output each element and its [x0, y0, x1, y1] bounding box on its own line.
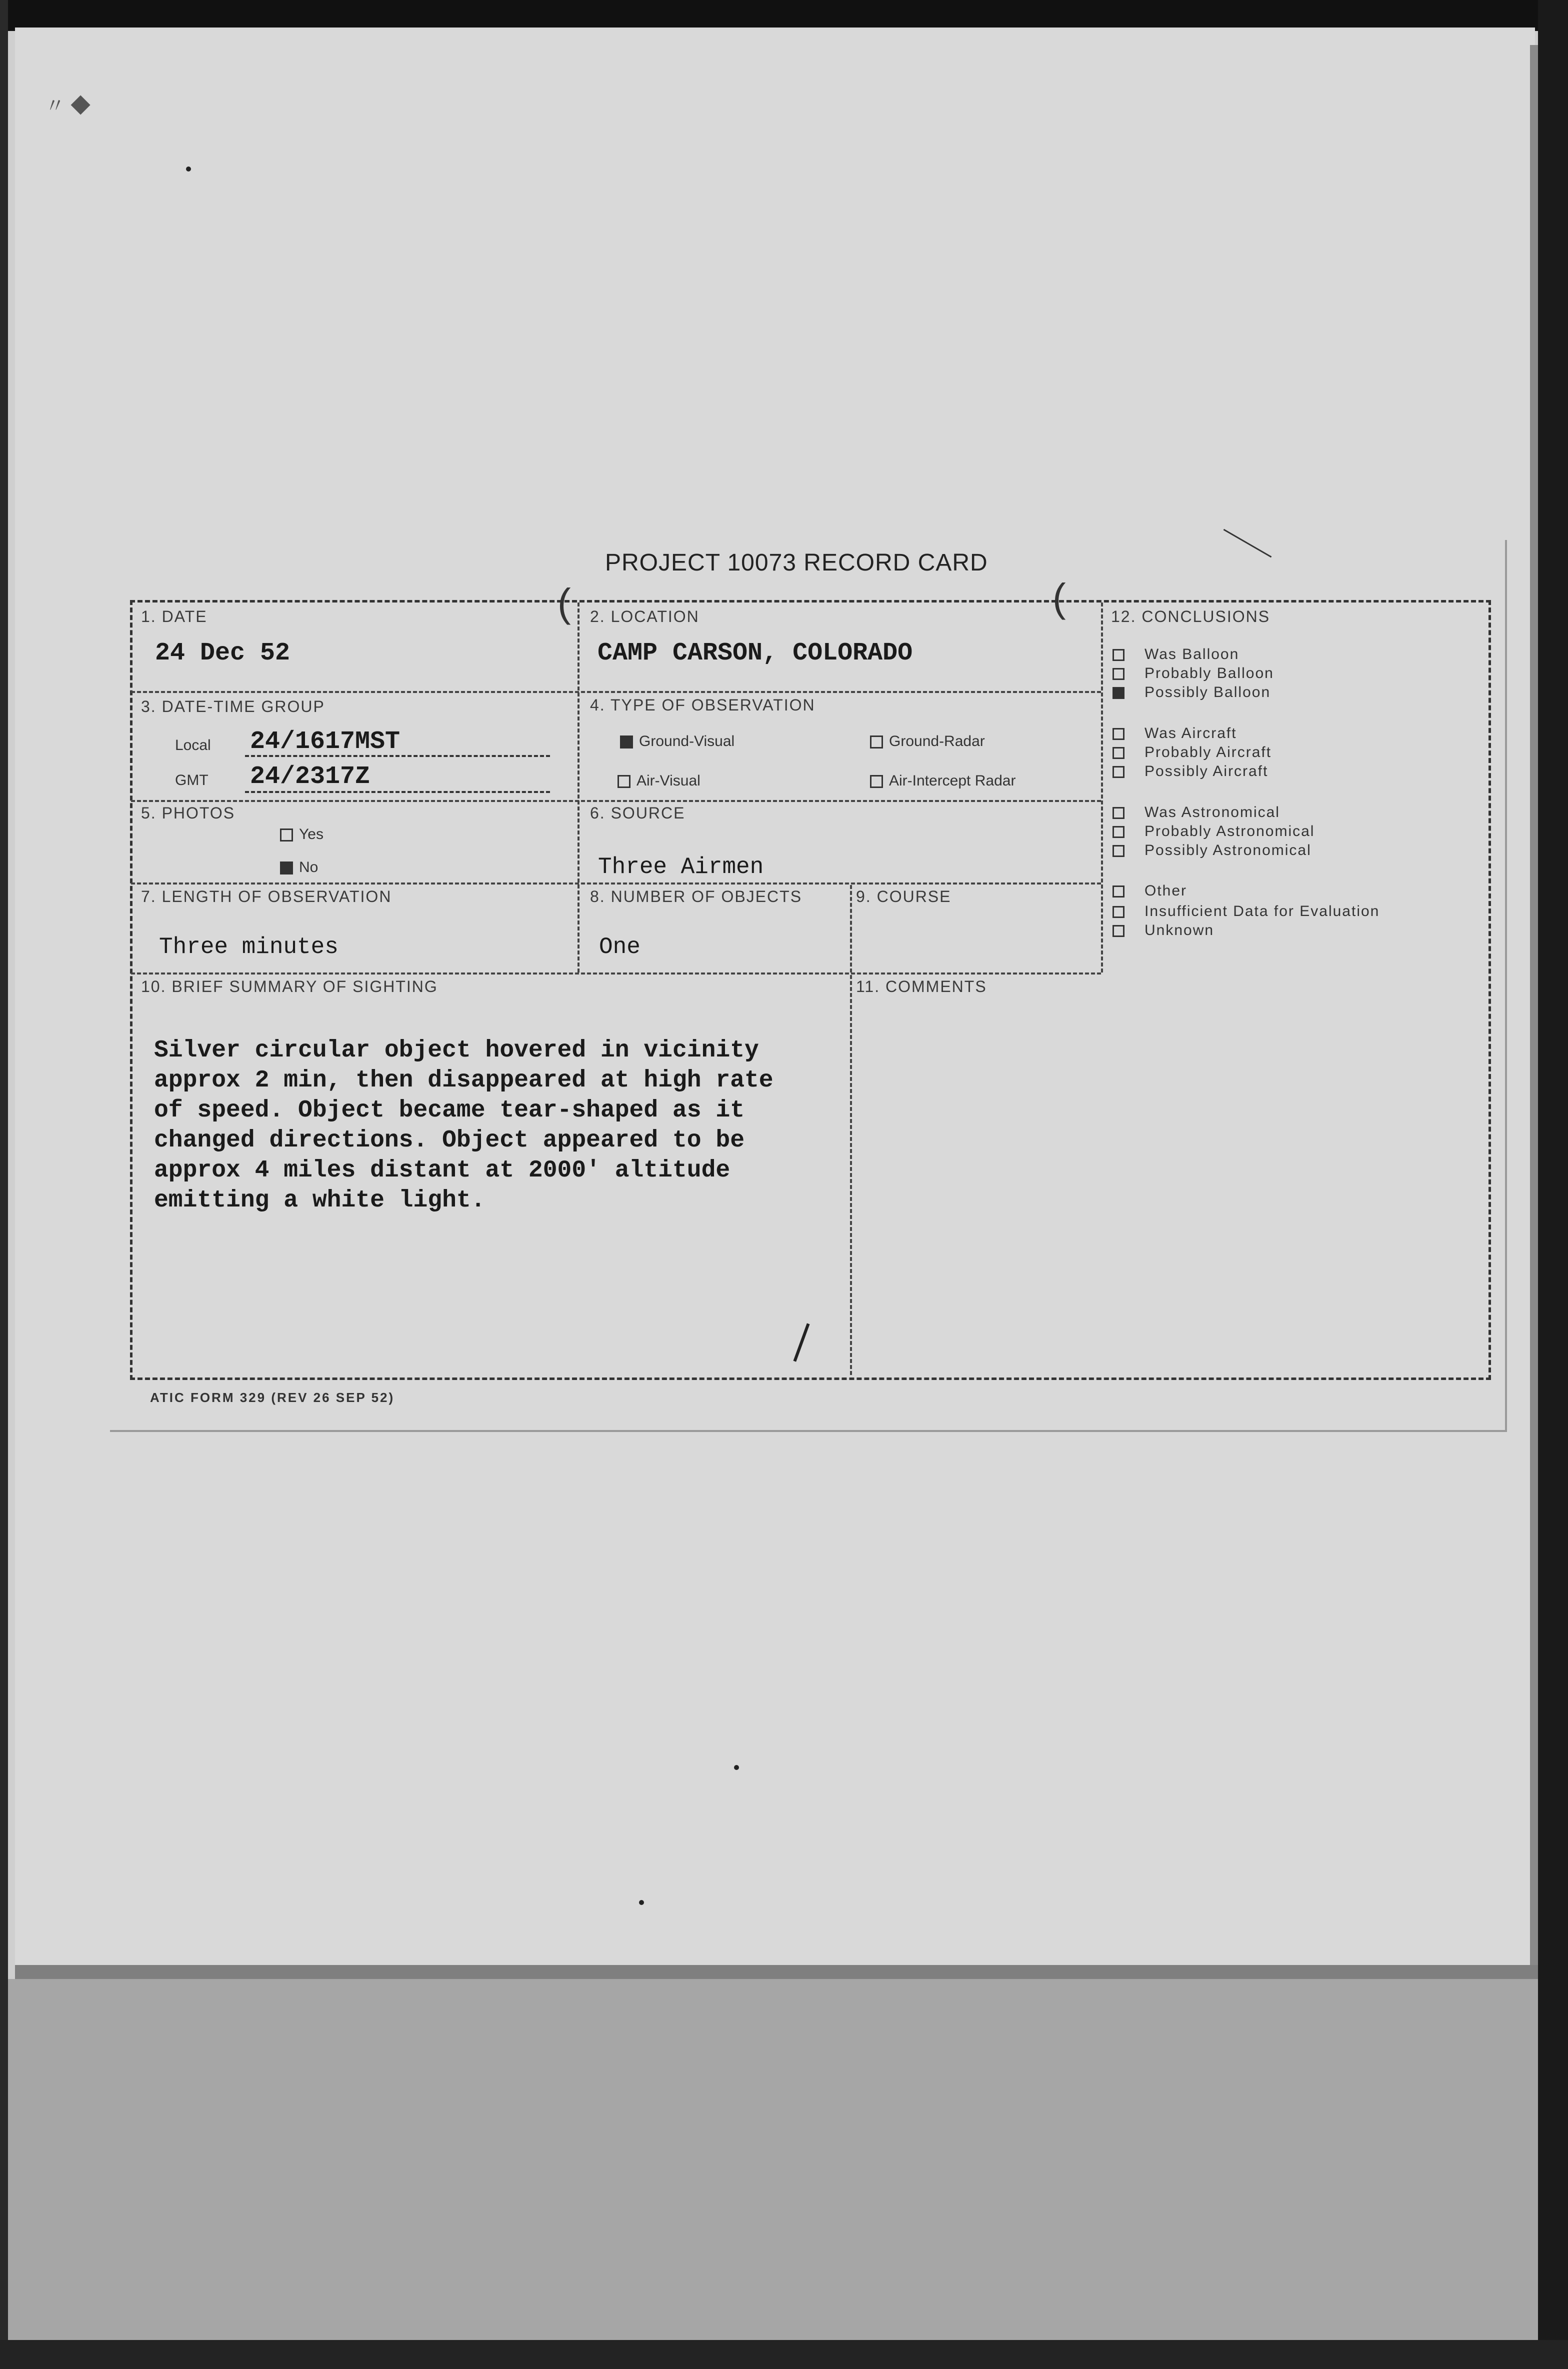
checkbox — [280, 828, 293, 842]
gmt-time-label: GMT — [175, 772, 208, 788]
source-value: Three Airmen — [598, 854, 764, 880]
checkbox — [1112, 668, 1124, 680]
summary-line: of speed. Object became tear-shaped as it — [154, 1097, 744, 1124]
corner-smudge: 〃 ◆ — [45, 95, 91, 117]
conclusion-item: Other — [1112, 882, 1187, 900]
conclusion-item: Insufficient Data for Evaluation — [1112, 903, 1380, 920]
card-title: PROJECT 10073 RECORD CARD — [605, 550, 988, 576]
location-value: CAMP CARSON, COLORADO — [598, 639, 913, 668]
conclusion-item: Probably Balloon — [1112, 665, 1274, 682]
summary-line: emitting a white light. — [154, 1187, 486, 1214]
checkbox — [618, 775, 630, 788]
hole-punch-mark: ( — [1052, 576, 1066, 620]
conclusion-item: Probably Astronomical — [1112, 823, 1314, 840]
conclusion-item: Was Astronomical — [1112, 804, 1280, 821]
row-divider — [131, 800, 1101, 802]
conclusion-item: Was Balloon — [1112, 646, 1239, 663]
checkbox — [1112, 906, 1124, 918]
option-air-visual: Air-Visual — [618, 772, 700, 790]
checkbox — [1112, 826, 1124, 838]
conclusion-item: Possibly Aircraft — [1112, 763, 1268, 780]
gmt-time-underline — [245, 791, 550, 793]
film-left-edge — [0, 0, 8, 2369]
conclusions-label: 12. CONCLUSIONS — [1111, 608, 1270, 626]
number-of-objects-label: 8. NUMBER OF OBJECTS — [590, 888, 802, 906]
summary-line: approx 4 miles distant at 2000' altitude — [154, 1157, 730, 1184]
source-label: 6. SOURCE — [590, 804, 686, 822]
checkbox — [1112, 649, 1124, 661]
checkbox — [870, 736, 883, 748]
row-divider — [131, 882, 1101, 884]
conclusion-item: Unknown — [1112, 922, 1214, 939]
column-divider — [850, 975, 852, 1375]
local-time-label: Local — [175, 737, 211, 754]
film-right-edge — [1538, 0, 1568, 2369]
number-of-objects-value: One — [599, 934, 640, 960]
checkbox — [1112, 728, 1124, 740]
checkbox-checked — [1112, 687, 1124, 699]
length-of-observation-value: Three minutes — [159, 934, 338, 960]
checkbox — [870, 775, 883, 788]
summary-line: changed directions. Object appeared to be — [154, 1127, 744, 1154]
comments-label: 11. COMMENTS — [856, 978, 987, 996]
type-of-observation-label: 4. TYPE OF OBSERVATION — [590, 696, 816, 714]
gmt-time-value: 24/2317Z — [250, 762, 370, 791]
summary-line: approx 2 min, then disappeared at high rate — [154, 1067, 774, 1094]
column-divider — [1101, 602, 1103, 972]
photos-label: 5. PHOTOS — [141, 804, 236, 822]
brief-summary-label: 10. BRIEF SUMMARY OF SIGHTING — [141, 978, 438, 996]
column-divider — [578, 602, 580, 972]
checkbox — [1112, 845, 1124, 857]
length-of-observation-label: 7. LENGTH OF OBSERVATION — [141, 888, 392, 906]
film-bottom-edge — [0, 2340, 1568, 2369]
option-air-intercept-radar: Air-Intercept Radar — [870, 772, 1016, 790]
form-number: ATIC FORM 329 (REV 26 SEP 52) — [150, 1390, 395, 1405]
date-label: 1. DATE — [141, 608, 208, 626]
speck — [639, 1900, 644, 1905]
conclusion-item: Was Aircraft — [1112, 725, 1237, 742]
checkbox-checked — [620, 736, 633, 748]
checkbox — [1112, 925, 1124, 937]
photos-yes-option: Yes — [280, 826, 324, 843]
column-divider — [850, 885, 852, 972]
option-ground-radar: Ground-Radar — [870, 733, 985, 750]
location-label: 2. LOCATION — [590, 608, 700, 626]
checkbox — [1112, 747, 1124, 759]
course-label: 9. COURSE — [856, 888, 952, 906]
speck — [186, 166, 191, 172]
conclusion-item: Possibly Astronomical — [1112, 842, 1312, 859]
date-time-group-label: 3. DATE-TIME GROUP — [141, 698, 325, 716]
paper-shadow-bottom — [15, 1965, 1540, 1979]
conclusion-item: Possibly Balloon — [1112, 684, 1270, 701]
row-divider — [131, 691, 1101, 693]
checkbox — [1112, 886, 1124, 898]
date-value: 24 Dec 52 — [155, 639, 290, 668]
checkbox-checked — [280, 862, 293, 874]
local-time-underline — [245, 755, 550, 757]
checkbox — [1112, 807, 1124, 819]
checkbox — [1112, 766, 1124, 778]
option-ground-visual: Ground-Visual — [620, 733, 734, 750]
row-divider — [131, 972, 1101, 974]
photos-no-option: No — [280, 859, 318, 876]
local-time-value: 24/1617MST — [250, 728, 400, 756]
background-surface — [8, 1979, 1538, 2340]
conclusion-item: Probably Aircraft — [1112, 744, 1272, 761]
hole-punch-mark: ( — [558, 580, 571, 625]
film-top-edge — [0, 0, 1568, 31]
summary-line: Silver circular object hovered in vicinity — [154, 1037, 759, 1064]
speck — [734, 1765, 739, 1770]
